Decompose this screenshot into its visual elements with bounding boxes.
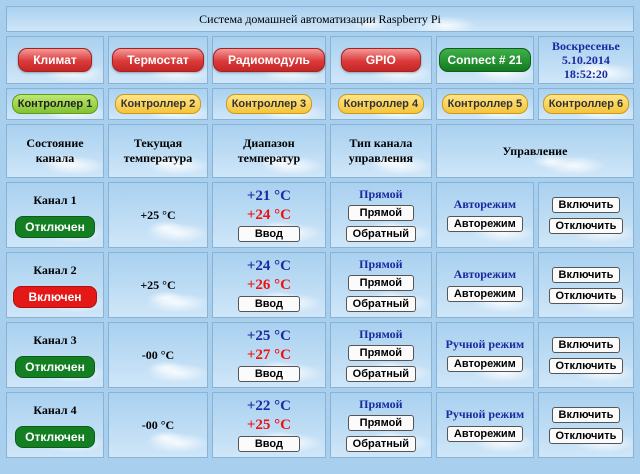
channel-row [6, 252, 634, 318]
turn-off-button[interactable]: Отключить [549, 428, 624, 444]
input-button[interactable]: Ввод [238, 226, 300, 242]
turn-on-button[interactable]: Включить [552, 337, 621, 353]
datetime-display [538, 36, 634, 84]
auto-mode-button[interactable]: Авторежим [447, 426, 523, 442]
direct-button[interactable]: Прямой [348, 275, 414, 291]
auto-mode-button[interactable]: Авторежим [447, 216, 523, 232]
turn-off-button[interactable]: Отключить [549, 288, 624, 304]
controller-1-button[interactable]: Контроллер 1 [12, 94, 98, 114]
header-control: Управление [436, 124, 634, 178]
header-current-temp: Текущая температура [108, 124, 208, 178]
mode-label: Авторежим [453, 267, 517, 281]
current-temperature: +25 °C [108, 252, 208, 318]
thermostat-button[interactable]: Термостат [112, 48, 204, 72]
status-badge: Отключен [15, 216, 95, 238]
gpio-button[interactable]: GPIO [341, 48, 421, 72]
radio-module-button[interactable]: Радиомодуль [213, 48, 325, 72]
direct-button[interactable]: Прямой [348, 415, 414, 431]
channel-name: Канал 3 [33, 332, 77, 347]
turn-off-button[interactable]: Отключить [549, 218, 624, 234]
page-title: Система домашней автоматизации Raspberry Pi [6, 6, 634, 32]
turn-on-button[interactable]: Включить [552, 267, 621, 283]
direct-button[interactable]: Прямой [348, 345, 414, 361]
temp-high: +26 °C [246, 277, 291, 293]
current-temperature: -00 °C [108, 322, 208, 388]
channel-type-label: Прямой [359, 327, 403, 341]
temp-low: +24 °C [246, 258, 291, 274]
time-label: 18:52:20 [563, 67, 608, 81]
nav-cell-connect [436, 36, 534, 84]
main-grid [2, 2, 638, 462]
nav-cell-thermostat [108, 36, 208, 84]
temp-low: +25 °C [246, 328, 291, 344]
input-button[interactable]: Ввод [238, 296, 300, 312]
mode-label: Ручной режим [445, 337, 525, 351]
channel-name: Канал 2 [33, 262, 77, 277]
nav-row [6, 36, 634, 84]
current-temperature: -00 °C [108, 392, 208, 458]
turn-on-button[interactable]: Включить [552, 197, 621, 213]
status-badge: Отключен [15, 356, 95, 378]
date-label: 5.10.2014 [561, 53, 610, 67]
weekday-label: Воскресенье [552, 39, 620, 53]
temp-high: +27 °C [246, 347, 291, 363]
reverse-button[interactable]: Обратный [346, 226, 416, 242]
turn-off-button[interactable]: Отключить [549, 358, 624, 374]
header-temp-range: Диапазон температур [212, 124, 326, 178]
channel-name: Канал 4 [33, 402, 77, 417]
controller-row [6, 88, 634, 120]
current-temperature: +25 °C [108, 182, 208, 248]
auto-mode-button[interactable]: Авторежим [447, 286, 523, 302]
temp-low: +21 °C [246, 188, 291, 204]
mode-label: Авторежим [453, 197, 517, 211]
channel-row [6, 392, 634, 458]
controller-5-button[interactable]: Контроллер 5 [442, 94, 528, 114]
nav-cell-climate [6, 36, 104, 84]
input-button[interactable]: Ввод [238, 366, 300, 382]
channel-type-label: Прямой [359, 187, 403, 201]
temp-high: +25 °C [246, 417, 291, 433]
input-button[interactable]: Ввод [238, 436, 300, 452]
column-header-row [6, 124, 634, 178]
header-channel-type: Тип канала управления [330, 124, 432, 178]
controller-2-button[interactable]: Контроллер 2 [115, 94, 201, 114]
nav-cell-radio [212, 36, 326, 84]
reverse-button[interactable]: Обратный [346, 296, 416, 312]
direct-button[interactable]: Прямой [348, 205, 414, 221]
turn-on-button[interactable]: Включить [552, 407, 621, 423]
status-badge: Включен [13, 286, 96, 308]
mode-label: Ручной режим [445, 407, 525, 421]
temp-high: +24 °C [246, 207, 291, 223]
climate-button[interactable]: Климат [18, 48, 92, 72]
channel-row [6, 322, 634, 388]
temp-low: +22 °C [246, 398, 291, 414]
controller-3-button[interactable]: Контроллер 3 [226, 94, 312, 114]
channel-name: Канал 1 [33, 192, 77, 207]
channel-row [6, 182, 634, 248]
connect-button[interactable]: Connect # 21 [439, 48, 532, 72]
auto-mode-button[interactable]: Авторежим [447, 356, 523, 372]
reverse-button[interactable]: Обратный [346, 366, 416, 382]
controller-4-button[interactable]: Контроллер 4 [338, 94, 424, 114]
channel-type-label: Прямой [359, 397, 403, 411]
controller-6-button[interactable]: Контроллер 6 [543, 94, 629, 114]
reverse-button[interactable]: Обратный [346, 436, 416, 452]
status-badge: Отключен [15, 426, 95, 448]
channel-type-label: Прямой [359, 257, 403, 271]
nav-cell-gpio [330, 36, 432, 84]
header-state: Состояние канала [6, 124, 104, 178]
